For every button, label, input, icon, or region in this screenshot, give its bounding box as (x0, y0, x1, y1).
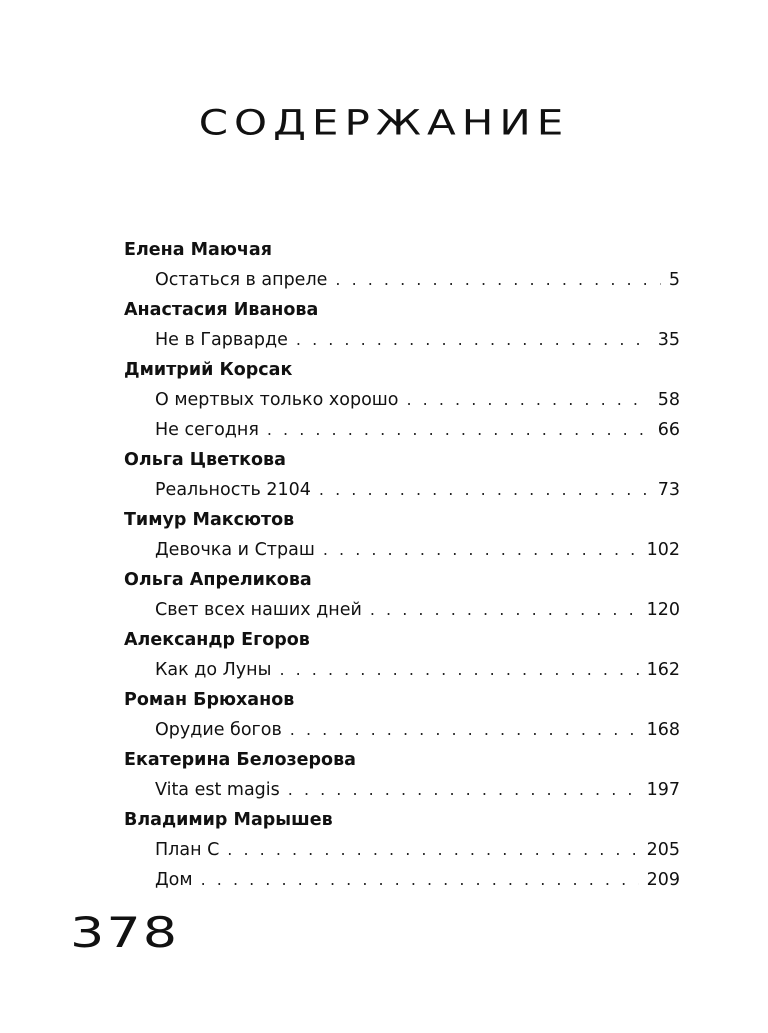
dot-leader (227, 835, 638, 865)
dot-leader (370, 595, 639, 625)
toc-entry (124, 475, 680, 505)
toc-entry-page: 162 (646, 660, 680, 680)
toc-entry-title: О мертвых только хорошо (155, 390, 399, 410)
dot-leader (290, 715, 639, 745)
toc-entry-title: Как до Луны (155, 660, 272, 680)
toc-entry-page: 102 (646, 540, 680, 560)
toc-entry-page: 197 (646, 780, 680, 800)
toc-entry-title: Vita est magis (155, 780, 280, 800)
page-number: 378 (70, 908, 180, 958)
toc-entry-page: 168 (646, 720, 680, 740)
toc-author: Елена Маючая (124, 240, 272, 260)
toc-author: Роман Брюханов (124, 690, 295, 710)
dot-leader (296, 325, 650, 355)
toc-entry-page: 35 (657, 330, 680, 350)
toc-author: Екатерина Белозерова (124, 750, 356, 770)
toc-author: Тимур Максютов (124, 510, 295, 530)
toc-entry-page: 5 (668, 270, 680, 290)
toc-entry-title: Девочка и Страш (155, 540, 315, 560)
toc-entry-title: Дом (155, 870, 193, 890)
toc-entry-page: 73 (657, 480, 680, 500)
dot-leader (407, 385, 650, 415)
toc-entry (124, 865, 680, 895)
toc-author: Владимир Марышев (124, 810, 333, 830)
toc-entry-title: Не сегодня (155, 420, 259, 440)
toc-author: Дмитрий Корсак (124, 360, 293, 380)
toc-entry (124, 415, 680, 445)
toc-entry-title: Не в Гарварде (155, 330, 288, 350)
toc-entry (124, 655, 680, 685)
toc-entry (124, 385, 680, 415)
toc-entry-page: 66 (657, 420, 680, 440)
page-title: СОДЕРЖАНИЕ (198, 102, 570, 143)
toc-entry (124, 535, 680, 565)
dot-leader (279, 655, 638, 685)
toc-entry (124, 325, 680, 355)
toc-author: Ольга Апреликова (124, 570, 312, 590)
dot-leader (323, 535, 639, 565)
toc-entry-title: Орудие богов (155, 720, 282, 740)
dot-leader (267, 415, 650, 445)
dot-leader (288, 775, 639, 805)
toc-entry (124, 715, 680, 745)
dot-leader (201, 865, 639, 895)
toc-entry-page: 205 (646, 840, 680, 860)
toc-entry (124, 835, 680, 865)
toc-author: Александр Егоров (124, 630, 310, 650)
toc-entry (124, 265, 680, 295)
toc-author: Ольга Цветкова (124, 450, 286, 470)
toc-entry-page: 120 (646, 600, 680, 620)
toc-entry-page: 209 (646, 870, 680, 890)
toc-author: Анастасия Иванова (124, 300, 319, 320)
toc-entry (124, 595, 680, 625)
toc-entry (124, 775, 680, 805)
toc-entry-title: Остаться в апреле (155, 270, 328, 290)
dot-leader (335, 265, 660, 295)
toc-entry-title: Свет всех наших дней (155, 600, 362, 620)
toc-entry-title: Реальность 2104 (155, 480, 311, 500)
toc-entry-page: 58 (657, 390, 680, 410)
table-of-contents (124, 235, 680, 895)
toc-entry-title: План С (155, 840, 220, 860)
dot-leader (319, 475, 650, 505)
